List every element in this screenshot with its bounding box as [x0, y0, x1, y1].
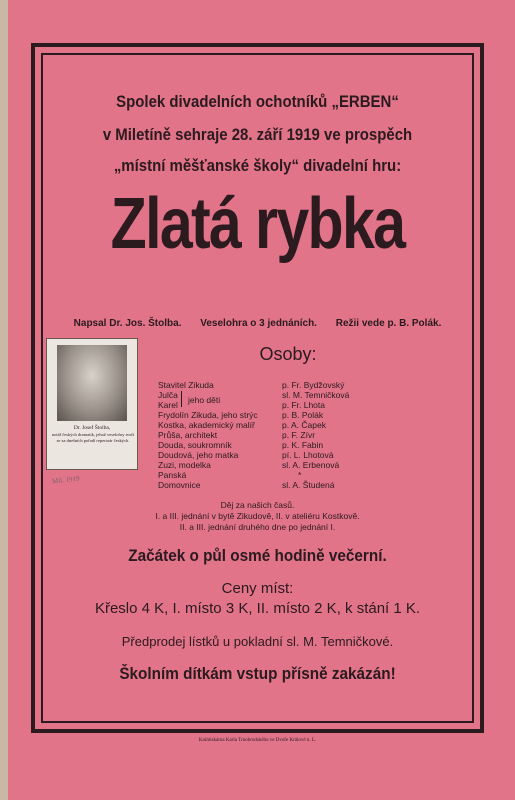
author-portrait [46, 338, 138, 470]
poster-sheet: Spolek divadelních ochotníků „ERBEN“ v Miletíně sehraje 28. září 1919 ve prospěch „místní měšťanské školy“ divadelní hru: Zlatá rybka Napsal Dr. Jos. Štolba. Veselohra o 3 jednáních. Režii vede p. B. Polák. Dr. Josef Štolba, notář českých dramatik, jehož veselohry tvoří se za dnešních pořadí repertoár českých. Osoby: Stavitel Zikuda p. Fr. Bydžovský Julča sl. M. Temničková Karel p. Fr. Lhota jeho děti Frydolín Zikuda, jeho strýc p. B. Polák Kostka, akademický malíř p. A. Čapek Průša, architekt p. F. Zívr Douda, soukromník p. K. Fabin Doudová, jeho matka pí. L. Lhotová Zuzi, modelka sl. A. Erbenová Panská * Domovnice sl. A. Študená Mil. 1919 Děj za našich časů. I. a III. jednání v bytě Zikudově, II. v ateliéru Kostkově. II. a III. jednání druhého dne po jednání I. Začátek o půl osmé hodině večerní. Ceny míst: Křeslo 4 K, I. místo 3 K, II. místo 2 K, k stání 1 K. Předprodej lístků u pokladní sl. M. Temničkové. Školním dítkám vstup přísně zakázán! Knihtiskárna Karla Trnobrodského ve Dvoře Králové n. L. [8, 0, 515, 800]
credits-author: Napsal Dr. Jos. Štolba. [73, 318, 182, 329]
setting-line-3: II. a III. jednání druhého dne po jednání I. [179, 522, 336, 532]
header-line-1: Spolek divadelních ochotníků „ERBEN“ [116, 92, 399, 111]
prices-heading: Ceny míst: [221, 580, 294, 597]
credits-director: Režii vede p. B. Polák. [335, 318, 442, 329]
cast-brace [181, 391, 186, 407]
credits-genre: Veselohra o 3 jednáních. [200, 318, 317, 329]
play-title: Zlatá rybka [110, 184, 405, 264]
portrait-caption: notář českých dramatik, jehož veselohry tvoří se za dnešních pořadí repertoár českých. [51, 432, 135, 443]
cast-brace-label: jeho děti [188, 395, 221, 405]
setting-line-2: I. a III. jednání v bytě Zikudově, II. v ateliéru Kostkově. [155, 511, 360, 521]
prices-line: Křeslo 4 K, I. místo 3 K, II. místo 2 K, k stání 1 K. [94, 600, 421, 617]
handwritten-stamp: Mil. 1919 [51, 474, 80, 486]
presale-line: Předprodej lístků u pokladní sl. M. Temničkové. [121, 634, 394, 649]
start-time: Začátek o půl osmé hodině večerní. [128, 546, 387, 565]
setting-line-1: Děj za našich časů. [220, 500, 295, 510]
notice-line: Školním dítkám vstup přísně zakázán! [119, 664, 396, 683]
portrait-photo [57, 345, 127, 421]
portrait-name: Dr. Josef Štolba, [73, 425, 111, 431]
osoby-heading: Osoby: [259, 344, 317, 364]
printer-imprint: Knihtiskárna Karla Trnobrodského ve Dvoře Králové n. L. [198, 738, 317, 743]
credits-line [41, 318, 474, 329]
header-line-3: „místní měšťanské školy“ divadelní hru: [113, 156, 402, 175]
header-line-2: v Miletíně sehraje 28. září 1919 ve prospěch [102, 125, 413, 144]
